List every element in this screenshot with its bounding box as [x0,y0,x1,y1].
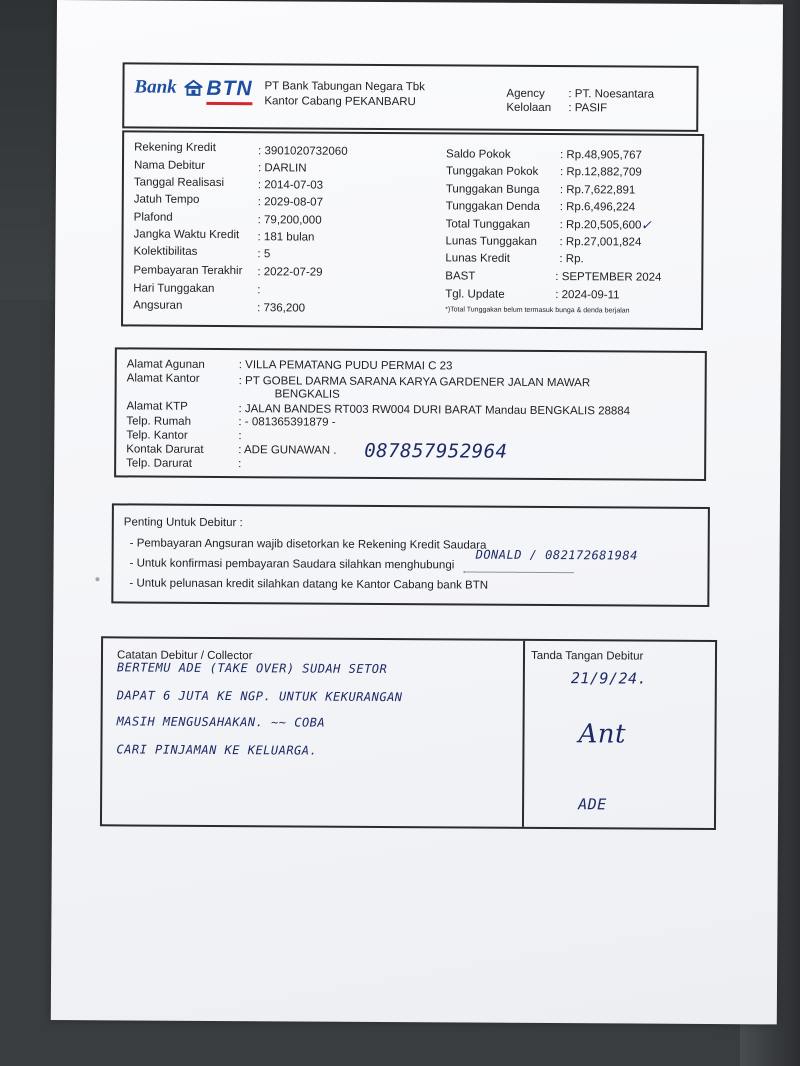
notice-title: Penting Untuk Debitur : [123,516,243,530]
bast-value: : SEPTEMBER 2024 [555,271,662,284]
telp-kantor-value: : [238,430,242,443]
kelolaan-value: : PASIF [568,102,608,115]
check-mark: ✓ [641,215,652,234]
tunggakan-denda-label: Tunggakan Denda [445,200,540,213]
alamat-kantor-value-line2: BENGKALIS [274,388,340,401]
nama-label: Nama Debitur [133,159,205,172]
note-line-2: DAPAT 6 JUTA KE NGP. UNTUK KEKURANGAN [116,688,403,705]
notes-box [100,636,717,830]
tgl-update-label: Tgl. Update [445,288,505,301]
total-tunggakan-label: Total Tunggakan [445,218,531,231]
note-line-3: MASIH MENGUSAHAKAN. ~~ COBA [116,714,326,730]
notice-item-3: - Untuk pelunasan kredit silahkan datang ke Kantor Cabang bank BTN [129,577,489,592]
account-box [121,130,704,330]
alamat-ktp-label: Alamat KTP [126,400,188,413]
agency-label: Agency [506,87,545,100]
contact-dotted-line [464,571,574,573]
angsuran-label: Angsuran [133,299,183,312]
bast-label: BAST [445,270,476,283]
note-line-4: CARI PINJAMAN KE KELUARGA. [116,742,318,758]
hari-tunggakan-label: Hari Tunggakan [133,282,215,295]
realisasi-label: Tanggal Realisasi [133,176,225,190]
btn-logo-text: BTN [206,76,253,101]
bank-logo-text: Bank [134,76,177,98]
jangka-label: Jangka Waktu Kredit [133,228,240,242]
kontak-darurat-value: : ADE GUNAWAN . [238,444,337,457]
telp-darurat-label: Telp. Darurat [126,457,193,470]
bill-document [51,0,783,1024]
telp-rumah-value: : - 081365391879 - [238,416,336,429]
jangka-value: : 181 bulan [257,231,315,244]
plafond-value: : 79,200,000 [257,214,322,227]
rekening-value: : 3901020732060 [258,145,348,158]
ttd-signature: Ant [578,719,627,750]
catatan-label: Catatan Debitur / Collector [116,649,253,663]
alamat-kantor-value: : PT GOBEL DARMA SARANA KARYA GARDENER JALAN MAWAR [238,375,591,390]
ttd-date: 21/9/24. [570,669,648,688]
telp-darurat-value: : [238,458,242,471]
notice-item-1: - Pembayaran Angsuran wajib disetorkan ke Rekening Kredit Saudara [129,537,487,552]
kelolaan-label: Kelolaan [506,101,552,115]
ttd-label: Tanda Tangan Debitur [530,649,644,663]
address-box [114,347,707,481]
alamat-agunan-value: : VILLA PEMATANG PUDU PERMAI C 23 [238,359,453,373]
branch-name: Kantor Cabang PEKANBARU [264,95,416,109]
note-line-1: BERTEMU ADE (TAKE OVER) SUDAH SETOR [116,660,388,677]
kolektibilitas-label: Kolektibilitas [133,245,198,258]
telp-rumah-label: Telp. Rumah [126,415,192,428]
header-box [122,62,698,132]
tunggakan-bunga-label: Tunggakan Bunga [445,183,540,196]
alamat-ktp-value: : JALAN BANDES RT003 RW004 DURI BARAT Mandau BENGKALIS 28884 [238,403,631,418]
hari-tunggakan-value: : [257,284,261,297]
alamat-agunan-label: Alamat Agunan [126,358,205,371]
saldo-pokok-label: Saldo Pokok [446,148,511,161]
agency-value: : PT. Noesantara [568,88,655,101]
pembayaran-terakhir-value: : 2022-07-29 [257,266,323,279]
plafond-label: Plafond [133,211,173,224]
kolektibilitas-value: : 5 [257,248,271,261]
jatuh-tempo-label: Jatuh Tempo [133,193,200,206]
building-icon [184,79,202,97]
tunggakan-bunga-value: : Rp.7,622,891 [559,184,636,197]
nama-value: : DARLIN [257,162,307,175]
contact-handwritten: DONALD / 082172681984 [475,547,638,563]
notes-divider [522,641,525,827]
telp-kantor-label: Telp. Kantor [126,429,188,442]
tgl-update-value: : 2024-09-11 [555,289,620,302]
alamat-kantor-label: Alamat Kantor [126,372,200,385]
ttd-name: ADE [578,795,607,814]
lunas-tunggakan-value: : Rp.27,001,824 [559,236,642,249]
logo-underline [206,102,252,105]
tunggakan-pokok-value: : Rp.12,882,709 [559,166,642,179]
tunggakan-pokok-label: Tunggakan Pokok [445,165,539,178]
footnote: *)Total Tunggakan belum termasuk bunga & denda berjalan [445,306,630,315]
tunggakan-denda-value: : Rp.6,496,224 [559,201,636,214]
angsuran-value: : 736,200 [257,302,306,315]
pembayaran-terakhir-label: Pembayaran Terakhir [133,264,243,278]
margin-dot [95,577,99,581]
kontak-darurat-label: Kontak Darurat [126,443,204,456]
total-tunggakan-value: : Rp.20,505,600 [559,219,642,232]
saldo-pokok-value: : Rp.48,905,767 [560,149,642,162]
realisasi-value: : 2014-07-03 [257,179,324,192]
jatuh-tempo-value: : 2029-08-07 [257,196,324,209]
notice-item-2: - Untuk konfirmasi pembayaran Saudara silahkan menghubungi [129,557,455,572]
emergency-phone-handwritten: 087857952964 [364,439,508,463]
rekening-label: Rekening Kredit [134,141,216,154]
notice-box [111,503,710,607]
lunas-kredit-label: Lunas Kredit [445,252,511,265]
lunas-tunggakan-label: Lunas Tunggakan [445,235,538,248]
lunas-kredit-value: : Rp. [559,253,584,266]
bank-name: PT Bank Tabungan Negara Tbk [264,80,425,94]
